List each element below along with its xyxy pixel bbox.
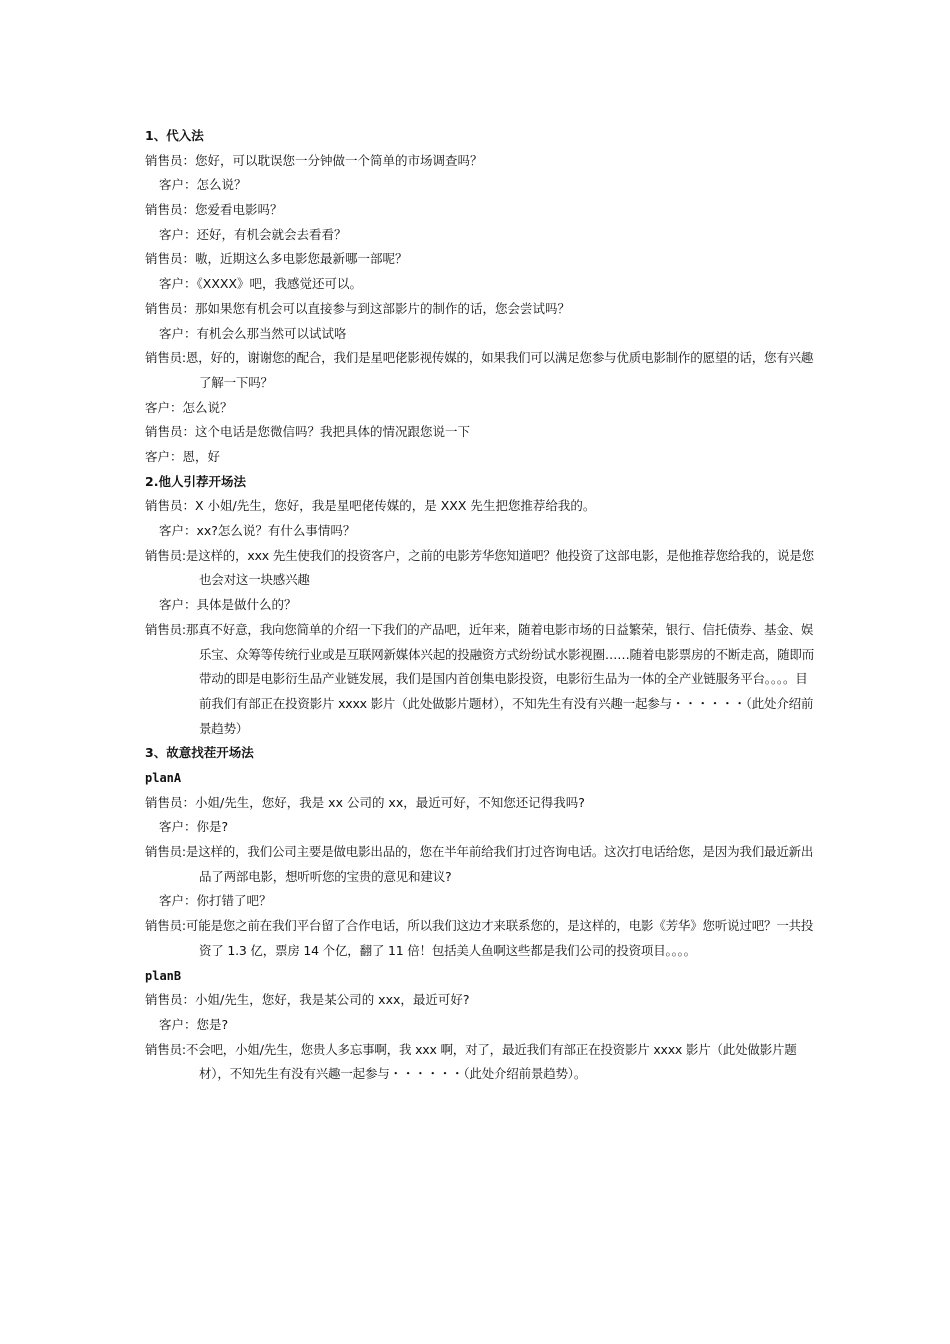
plan-label: planA: [145, 771, 182, 786]
customer-line: 客户：有机会么那当然可以试试咯: [159, 325, 347, 341]
section-heading: 3、故意找茬开场法: [145, 745, 254, 761]
salesperson-line: 销售员：那如果您有机会可以直接参与到这部影片的制作的话，您会尝试吗？: [145, 300, 571, 316]
salesperson-paragraph: 销售员:恩，好的，谢谢您的配合，我们是星吧佬影视传媒的，如果我们可以满足您参与优质电影制作的愿望的话，您有兴趣了解一下吗？: [145, 350, 814, 390]
dialogue-line: 销售员：这个电话是您微信吗？我把具体的情况跟您说一下: [145, 424, 471, 440]
customer-line: 客户：你是?: [159, 819, 229, 835]
document-body: [145, 124, 815, 1087]
salesperson-line: 销售员：您爱看电影吗？: [145, 202, 283, 218]
salesperson-paragraph: 销售员:是这样的，我们公司主要是做电影出品的，您在半年前给我们打过咨询电话。这次打电话给您，是因为我们最近新出品了两部电影，想听听您的宝贵的意见和建议?: [145, 844, 814, 884]
salesperson-paragraph: 销售员:那真不好意，我向您简单的介绍一下我们的产品吧，近年来，随着电影市场的日益繁荣，银行、信托债券、基金、娱乐宝、众筹等传统行业或是互联网新媒体兴起的投融资方式纷纷试水影视圈……随着电影票房的不断走高，随即而带动的即是电影衍生品产业链发展，我们是国内首创集电影投资，电影衍生品为一体的全产业链服务平台。。。。目前我们有部正在投资影片 xxxx 影片（此处做影片题材），不知先生有没有兴趣一起参与・・・・・・（此处介绍前景趋势）: [145, 621, 815, 736]
salesperson-line: 销售员：小姐/先生，您好，我是某公司的 xxx，最近可好?: [145, 992, 470, 1008]
customer-line: 客户：怎么说？: [159, 177, 247, 193]
section-heading: 1、代入法: [145, 128, 204, 143]
salesperson-paragraph: 销售员:是这样的，xxx 先生使我们的投资客户，之前的电影芳华您知道吧？他投资了这部电影，是他推荐您给我的，说是您也会对这一块感兴趣: [145, 547, 814, 588]
dialogue-line: 客户：恩，好: [145, 448, 221, 464]
salesperson-line: 销售员：您好，可以耽误您一分钟做一个简单的市场调查吗？: [145, 152, 483, 168]
customer-line: 客户：你打错了吧？: [159, 893, 272, 909]
plan-label: planB: [145, 968, 182, 983]
salesperson-paragraph: 销售员:不会吧，小姐/先生，您贵人多忘事啊，我 xxx 啊，对了，最近我们有部正在投资影片 xxxx 影片（此处做影片题材），不知先生有没有兴趣一起参与・・・・・・（此处介绍前景趋势）。: [145, 1041, 797, 1082]
customer-line: 客户：xx?怎么说？有什么事情吗？: [159, 523, 356, 539]
salesperson-line: 销售员：X 小姐/先生，您好，我是星吧佬传媒的，是 XXX 先生把您推荐给我的。: [145, 498, 596, 514]
customer-line: 客户：您是?: [159, 1016, 229, 1032]
customer-line: 客户：《XXXX》吧，我感觉还可以。: [159, 276, 363, 292]
section-heading: 2.他人引荐开场法: [145, 473, 246, 489]
salesperson-line: 销售员：嗷，近期这么多电影您最新哪一部呢？: [145, 251, 408, 267]
salesperson-paragraph: 销售员:可能是您之前在我们平台留了合作电话，所以我们这边才来联系您的，是这样的，电影《芳华》您听说过吧？一共投资了 1.3 亿，票房 14 个亿，翻了 11 倍！包括美人鱼啊这些都是我们公司的投资项目。。。。: [145, 918, 814, 958]
customer-line: 客户：具体是做什么的？: [159, 597, 297, 613]
dialogue-line: 客户：怎么说？: [145, 399, 233, 415]
customer-line: 客户：还好，有机会就会去看看？: [159, 226, 347, 242]
salesperson-line: 销售员：小姐/先生，您好，我是 xx 公司的 xx，最近可好，不知您还记得我吗?: [145, 794, 585, 810]
